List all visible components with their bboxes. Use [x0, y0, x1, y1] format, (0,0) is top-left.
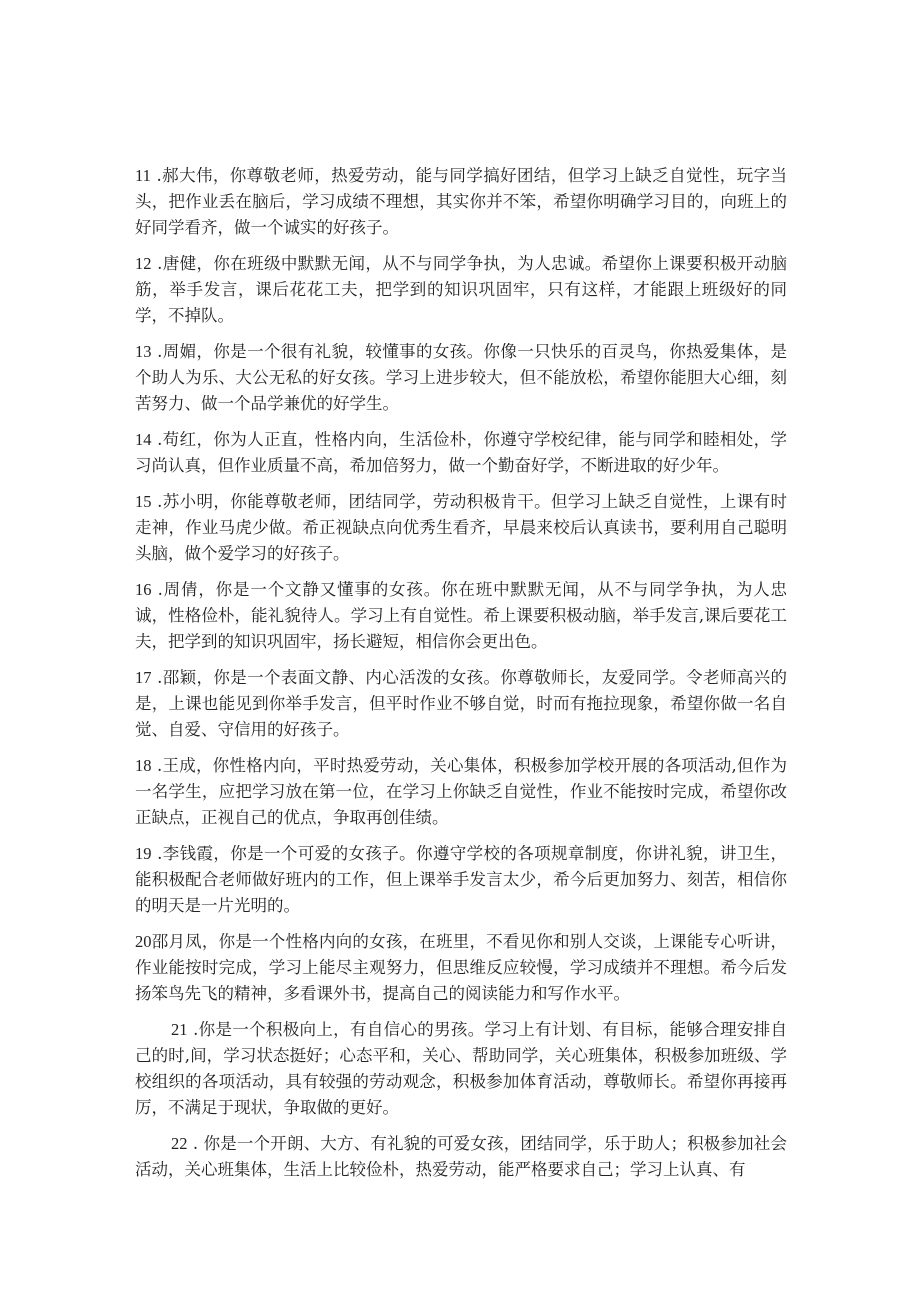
paragraph-text: . 你是一个开朗、大方、有礼貌的可爱女孩，团结同学，乐于助人；积极参加社会活动，关心班集体，生活上比较俭朴，热爱劳动，能严格要求自己；学习上认真、有: [135, 1134, 787, 1179]
paragraph-22: [135, 1131, 787, 1183]
paragraph-number: 22: [171, 1134, 188, 1153]
paragraph-number: 12: [135, 254, 152, 273]
paragraph-18: [135, 753, 787, 831]
paragraph-20: [135, 929, 787, 1007]
document-body: [135, 163, 787, 1193]
paragraph-number: 19: [135, 844, 152, 863]
paragraph-14: [135, 427, 787, 479]
paragraph-11: [135, 163, 787, 241]
paragraph-number: 14: [135, 430, 152, 449]
paragraph-text: .周媚，你是一个很有礼貌，较懂事的女孩。你像一只快乐的百灵鸟，你热爱集体，是个助人为乐、大公无私的好女孩。学习上进步较大，但不能放松，希望你能胆大心细，刻苦努力、做一个品学兼优的好学生。: [135, 342, 787, 413]
paragraph-text: .王成，你性格内向，平时热爱劳动，关心集体，积极参加学校开展的各项活动,但作为一名学生，应把学习放在第一位，在学习上你缺乏自觉性，作业不能按时完成，希望你改正缺点，正视自己的优点，争取再创佳绩。: [135, 756, 787, 827]
paragraph-text: .唐健，你在班级中默默无闻，从不与同学争执，为人忠诚。希望你上课要积极开动脑筋，举手发言，课后花花工夫，把学到的知识巩固牢，只有这样，才能跟上班级好的同学，不掉队。: [135, 254, 787, 325]
paragraph-21: [135, 1017, 787, 1121]
paragraph-text: .郝大伟，你尊敬老师，热爱劳动，能与同学搞好团结，但学习上缺乏自觉性，玩字当头，把作业丢在脑后，学习成绩不理想，其实你并不笨，希望你明确学习目的，向班上的好同学看齐，做一个诚实的好孩子。: [135, 166, 787, 237]
paragraph-text: .邵颖，你是一个表面文静、内心活泼的女孩。你尊敬师长，友爱同学。令老师高兴的是，上课也能见到你举手发言，但平时作业不够自觉，时而有拖拉现象，希望你做一名自觉、自爱、守信用的好孩子。: [135, 668, 787, 739]
paragraph-number: 11: [135, 166, 151, 185]
paragraph-number: 16: [135, 580, 152, 599]
paragraph-number: 13: [135, 342, 152, 361]
paragraph-13: [135, 339, 787, 417]
paragraph-text: .你是一个积极向上，有自信心的男孩。学习上有计划、有目标，能够合理安排自己的时,间，学习状态挺好；心态平和，关心、帮助同学，关心班集体，积极参加班级、学校组织的各项活动，具有较强的劳动观念，积极参加体育活动，尊敬师长。希望你再接再厉，不满足于现状，争取做的更好。: [135, 1020, 787, 1117]
paragraph-16: [135, 577, 787, 655]
paragraph-text: .周倩，你是一个文静又懂事的女孩。你在班中默默无闻，从不与同学争执，为人忠诚，性格俭朴，能礼貌待人。学习上有自觉性。希上课要积极动脑，举手发言,课后要花工夫，把学到的知识巩固牢，扬长避短，相信你会更出色。: [135, 580, 787, 651]
paragraph-text: .苏小明，你能尊敬老师，团结同学，劳动积极肯干。但学习上缺乏自觉性，上课有时走神，作业马虎少做。希正视缺点向优秀生看齐，早晨来校后认真读书，要利用自己聪明头脑，做个爱学习的好孩子。: [135, 492, 787, 563]
paragraph-17: [135, 665, 787, 743]
paragraph-19: [135, 841, 787, 919]
paragraph-number: 17: [135, 668, 152, 687]
paragraph-number: 15: [135, 492, 152, 511]
paragraph-12: [135, 251, 787, 329]
paragraph-number: 21: [171, 1020, 188, 1039]
paragraph-text: 邵月凤，你是一个性格内向的女孩，在班里，不看见你和别人交谈，上课能专心听讲，作业能按时完成，学习上能尽主观努力，但思维反应较慢，学习成绩并不理想。希今后发扬笨鸟先飞的精神，多看课外书，提高自己的阅读能力和写作水平。: [135, 932, 787, 1003]
paragraph-15: [135, 489, 787, 567]
paragraph-number: 20: [135, 932, 152, 951]
paragraph-text: .苟红，你为人正直，性格内向，生活俭朴，你遵守学校纪律，能与同学和睦相处，学习尚认真，但作业质量不高，希加倍努力，做一个勤奋好学，不断进取的好少年。: [135, 430, 787, 475]
paragraph-text: .李钱霞，你是一个可爱的女孩子。你遵守学校的各项规章制度，你讲礼貌，讲卫生，能积极配合老师做好班内的工作，但上课举手发言太少，希今后更加努力、刻苦，相信你的明天是一片光明的。: [135, 844, 787, 915]
paragraph-number: 18: [135, 756, 152, 775]
